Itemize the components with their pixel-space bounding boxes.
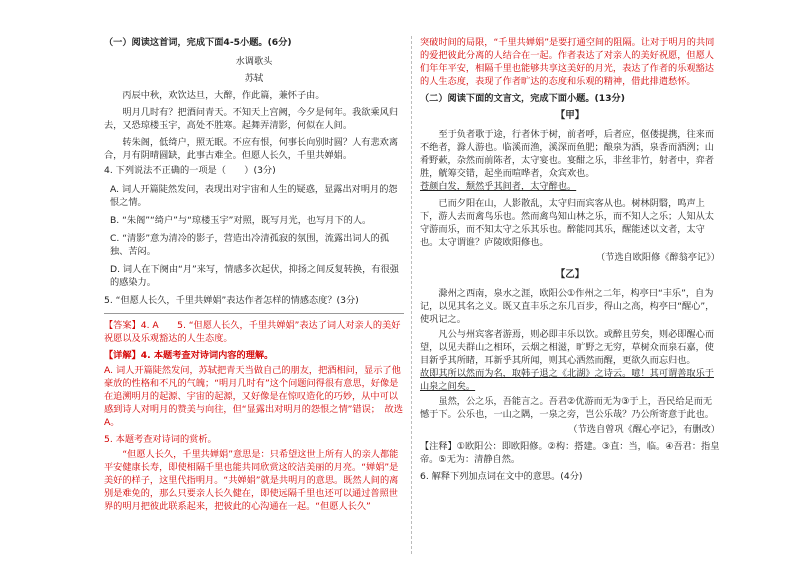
section1-heading: （一）阅读这首词，完成下面4-5小题。(6分) <box>104 37 292 48</box>
question-4: 4. 下列说法不正确的一项是（ ）(3分) <box>104 165 276 176</box>
detail5-body: “但愿人长久，千里共婵娟”意思是：只希望这世上所有人的亲人都能平安健康长寿，即使相隔千里也能共同欣赏这皎洁美丽的月亮。“婵娟”是美好的样子，这里代指明月。“共婵娟”就是共明月的意思。既然人间的离别是难免的，那么只要亲人长久健在，即使远隔千里也还可以通过普照世界的明月把彼此联系起来，把彼此的心沟通在一起。“但愿人长久” <box>104 449 399 512</box>
question-5: 5. “但愿人长久，千里共婵娟”表达作者怎样的情感态度？(3分) <box>104 295 359 306</box>
passage-jia-label: 【甲】 <box>555 110 585 121</box>
passage-yi-label: 【乙】 <box>555 269 585 280</box>
passage-yi-p2: 凡公与州宾客者游焉，则必即丰乐以饮。或醉且劳矣，则必即醒心而望，以见夫群山之相环，云烟之相滋，旷野之无穷，草树众而泉石嘉，使目新乎其所睹，耳新乎其所闻，则其心洒然而醒，更欲久而忘归也。 <box>420 329 715 366</box>
column-divider <box>411 36 412 554</box>
poem-preface: 丙辰中秋，欢饮达旦，大醉，作此篇，兼怀子由。 <box>122 90 325 101</box>
left-column <box>104 36 404 513</box>
section2-heading: （二）阅读下面的文言文，完成下面小题。(13分) <box>420 93 625 104</box>
passage-yi-p1: 滁州之西南，泉水之涯，欧阳公①作州之二年，构亭曰“丰乐”，自为记，以见其名之义。既又直丰乐之东几百步，得山之高，构亭曰“醒心”，使巩记之。 <box>420 288 715 325</box>
poem-author: 苏轼 <box>244 73 264 84</box>
passage-jia-p1-underlined: 苍颜白发，颓然乎其间者，太守醉也。 <box>420 181 577 192</box>
detail-label: 【详解】4. 本题考查对诗词内容的理解。 <box>104 350 274 361</box>
poem-stanza-1: 明月几时有？把酒问青天。不知天上宫阙，今夕是何年。我欲乘风归去，又恐琼楼玉宇，高处不胜寒。起舞弄清影，何似在人间。 <box>104 107 399 131</box>
poem-title: 水调歌头 <box>235 56 273 67</box>
question-6: 6. 解释下列加点词在文中的意思。(4分) <box>420 471 583 482</box>
detail5-label: 5. 本题考查对诗词的赏析。 <box>104 434 217 445</box>
detail-body: A. 词人开篇陡然发问，苏轼把青天当做自己的朋友，把酒相问，显示了他豪放的性格和不凡的气魄；“明月几时有”这个问题问得很有意思，好像是在追溯明月的起源、宇宙的起源，又好像是在惊叹造化的巧妙，从中可以感到诗人对明月的赞美与向往，但“显露出对明月的怨恨之情”错误； 故选A。 <box>104 365 403 428</box>
answer-separator <box>104 313 404 314</box>
question-4-option-a: A. 词人开篇陡然发问，表现出对宇宙和人生的疑惑，显露出对明月的怨恨之情。 <box>110 184 398 208</box>
passage-jia-source: （节选自欧阳修《醉翁亭记》） <box>595 252 720 263</box>
right-column <box>420 36 720 483</box>
continued-explanation: 突破时间的局限，“千里共婵娟”是要打通空间的阻隔。让对于明月的共同的爱把彼此分离的人结合在一起。作者表达了对亲人的美好祝愿，但愿人们年年平安，相隔千里也能够共享这美好的月光，表达了作者的乐观豁达的人生态度，表现了作者旷达的态度和乐观的精神，借此排遣愁怀。 <box>420 37 715 87</box>
passage-yi-p2-underlined: 故即其所以然而为名，取韩子退之《北湖》之诗云。噫！其可谓善取乐于山泉之间矣。 <box>420 368 714 392</box>
question-4-option-c: C. “清影”意为清冷的影子，营造出冷清孤寂的氛围，流露出词人的孤独、苦闷。 <box>110 233 390 257</box>
annotations: 【注释】①欧阳公：即欧阳修。②构：搭建。③直：当，临。④吾君：指皇帝。⑤无为：清静自然。 <box>420 441 720 465</box>
question-4-option-b: B. “朱阁”“绮户”与“琼楼玉宇”对照，既写月光，也写月下的人。 <box>110 215 372 226</box>
question-4-option-d: D. 词人在下阕由“月”来写，情感多次起伏，抑扬之间反复转换，有很强的感染力。 <box>110 264 399 288</box>
poem-stanza-2: 转朱阁，低绮户，照无眠。不应有恨，何事长向别时圆？人有悲欢离合，月有阴晴圆缺，此事古难全。但愿人长久，千里共婵娟。 <box>104 137 399 161</box>
answer-line: 【答案】4. A 5. “但愿人长久，千里共婵娟”表达了词人对亲人的美好祝愿以及乐观豁达的人生态度。 <box>104 320 401 344</box>
passage-yi-p3: 虽然，公之乐，吾能言之。吾君②优游而无为③于上，吾民给足而无憾于下。公乐也，一山之隅，一泉之旁，岂公乐哉？乃公所寄意于此也。 <box>420 396 714 420</box>
passage-jia-p2: 已而夕阳在山，人影散乱，太守归而宾客从也。树林阴翳，鸣声上下，游人去而禽鸟乐也。然而禽鸟知山林之乐，而不知人之乐；人知从太守游而乐，而不知太守之乐其乐也。醉能同其乐，醒能述以文者，太守也。太守谓谁？庐陵欧阳修也。 <box>420 198 714 248</box>
passage-yi-source: （节选自曾巩《醒心亭记》，有删改） <box>568 424 720 435</box>
passage-jia-p1: 至于负者歌于途，行者休于树，前者呼，后者应，伛偻提携，往来而不绝者，滁人游也。临溪而渔，溪深而鱼肥；酿泉为酒，泉香而酒洌；山肴野蔌，杂然而前陈者，太守宴也。宴酣之乐，非丝非竹，射者中，弈者胜，觥筹交错，起坐而喧哗者，众宾欢也。 <box>420 129 715 179</box>
